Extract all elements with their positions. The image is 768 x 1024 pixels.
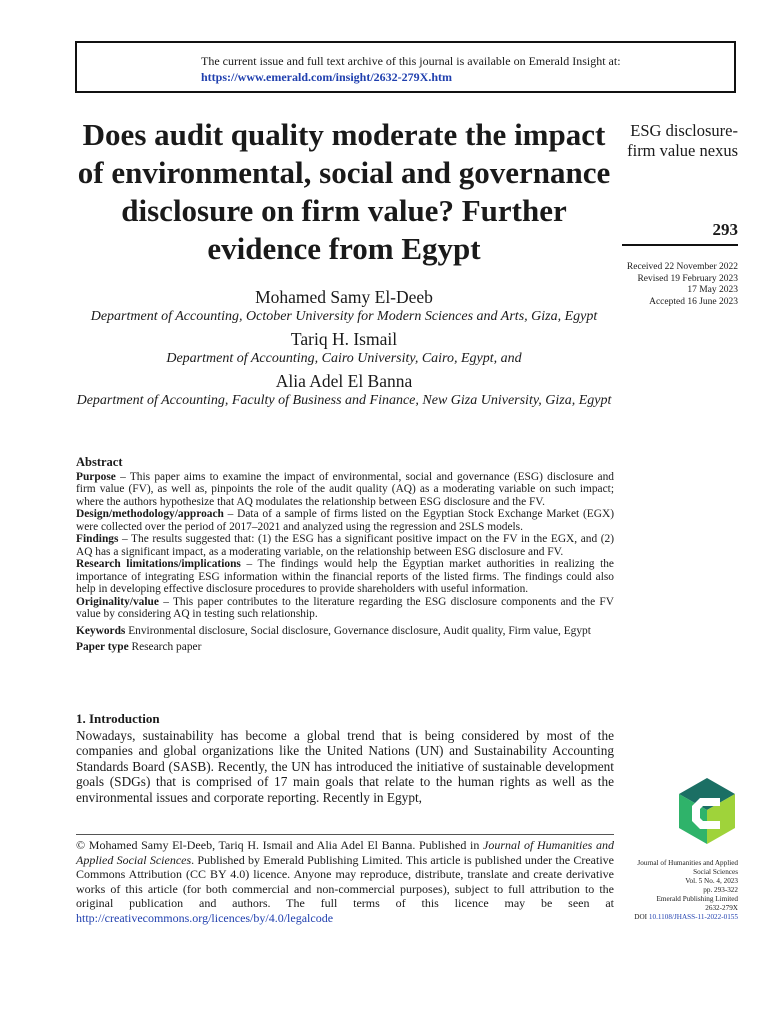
journal-issn: 2632-279X — [705, 904, 738, 912]
keywords-label: Keywords — [76, 624, 126, 637]
abstract-purpose — [76, 471, 614, 509]
publisher-name: Emerald Publishing Limited — [656, 895, 738, 903]
access-notice-box — [75, 41, 736, 93]
article-history — [600, 262, 738, 308]
abstract-originality — [76, 596, 614, 621]
keywords-text: Environmental disclosure, Social disclosure, Governance disclosure, Audit quality, Firm value, Egypt — [125, 624, 591, 637]
revised-date-2: 17 May 2023 — [687, 285, 738, 295]
limitations-text: – The findings would help the Egyptian market authorities in realizing the importance of integrating ESG information within the financial reports of the listed firms. The findings could also help in developing effective disclosure procedures to provide shareholders with useful information. — [76, 558, 614, 595]
author-list — [76, 287, 612, 409]
journal-pages: pp. 293-322 — [703, 886, 738, 894]
doi-link[interactable]: 10.1108/JHASS-11-2022-0155 — [648, 913, 738, 921]
journal-name-line-2: Social Sciences — [693, 868, 738, 876]
access-notice-text: The current issue and full text archive of this journal is available on Emerald Insight at: — [201, 54, 621, 68]
page-number: 293 — [712, 220, 738, 239]
sidebar-divider — [622, 244, 738, 246]
introduction-paragraph: Nowadays, sustainability has become a global trend that is being considered by most of the companies and global organizations like the United Nations (UN) and Sustainability Accounting Standards Board (SASB). Recently, the UN has introduced the initiative of sustainable development goals (SDGs) that is comprised of 17 main goals that relate to the human rights as well as the environmental issues and corporate reporting. Recently in Egypt, — [76, 728, 614, 805]
purpose-label: Purpose — [76, 470, 116, 483]
journal-archive-link[interactable]: https://www.emerald.com/insight/2632-279X.htm — [201, 70, 452, 84]
author-name: Tariq H. Ismail — [290, 329, 398, 349]
abstract-paper-type — [76, 641, 614, 654]
abstract-section — [76, 456, 614, 654]
paper-type-text: Research paper — [128, 641, 202, 653]
paper-type-label: Paper type — [76, 641, 129, 653]
abstract-findings — [76, 533, 614, 558]
journal-volume: Vol. 5 No. 4, 2023 — [685, 877, 738, 885]
limitations-label: Research limitations/implications — [76, 558, 241, 570]
findings-text: – The results suggested that: (1) the ESG has a significant positive impact on the FV in the EGX, and (2) AQ has a significant impact, as a moderating variable, on the relationship between ESG disclosure and FV. — [76, 533, 614, 558]
author-name: Alia Adel El Banna — [275, 371, 413, 391]
licence-link[interactable]: http://creativecommons.org/licences/by/4.0/legalcode — [76, 910, 334, 925]
footnote-text-1: © Mohamed Samy El-Deeb, Tariq H. Ismail and Alia Adel El Banna. Published in — [76, 838, 483, 852]
accepted-date: Accepted 16 June 2023 — [649, 296, 738, 307]
originality-text: – This paper contributes to the literature regarding the ESG disclosure components and the FV value by considering AQ in testing such relationship. — [76, 595, 614, 620]
running-title: ESG disclosure- firm value nexus — [627, 121, 738, 160]
abstract-keywords — [76, 625, 614, 638]
emerald-publishing-hexagon-logo-icon — [676, 776, 738, 846]
footnote-text-2: . Published by Emerald Publishing Limited. This article is published under the Creative Commons Attribution (CC BY 4.0) licence. Anyone may reproduce, distribute, translate and create derivative works of this article (for both commercial and non-commercial purposes), subject to full attribution to the original publication and authors. The full terms of this licence may be seen at — [76, 852, 614, 911]
doi-line — [600, 913, 738, 922]
purpose-text: – This paper aims to examine the impact of environmental, social and governance (ESG) disclosure and firm value (FV), as well as, pinpoints the role of the audit quality (AQ) as a moderating variable on such impact; where the authors hypothesize that AQ modulates the relationship between ESG disclosure and the FV. — [76, 470, 614, 508]
doi-label: DOI — [634, 913, 649, 921]
abstract-limitations — [76, 558, 614, 596]
footnote-journal-name: Journal of Humanities and Applied Social Sciences — [76, 838, 614, 867]
author-affiliation: Department of Accounting, October University for Modern Sciences and Arts, Giza, Egypt — [90, 309, 598, 324]
article-title: Does audit quality moderate the impact of environmental, social and governance disclosure on firm value? Further evidence from Egypt — [77, 117, 611, 266]
abstract-heading: Abstract — [76, 455, 123, 469]
author-affiliation: Department of Accounting, Cairo University, Cairo, Egypt, and — [166, 351, 522, 366]
footnote-divider — [76, 834, 614, 835]
findings-label: Findings — [76, 533, 119, 545]
received-date: Received 22 November 2022 — [626, 262, 738, 272]
abstract-design — [76, 508, 614, 533]
journal-citation-info — [600, 859, 738, 922]
design-text: – Data of a sample of firms listed on the Egyptian Stock Exchange Market (EGX) were collected over the period of 2017–2021 and analyzed using the regression and 2SLS models. — [76, 508, 614, 533]
journal-name-line-1: Journal of Humanities and Applied — [637, 859, 738, 867]
design-label: Design/methodology/approach — [76, 508, 224, 520]
introduction-section — [76, 711, 614, 805]
originality-label: Originality/value — [76, 595, 159, 608]
introduction-heading: 1. Introduction — [76, 711, 160, 726]
revised-date: Revised 19 February 2023 — [637, 273, 738, 284]
copyright-footnote — [76, 838, 614, 926]
author-name: Mohamed Samy El-Deeb — [255, 287, 433, 307]
author-affiliation: Department of Accounting, Faculty of Business and Finance, New Giza University, Giza, Egypt — [76, 393, 612, 408]
